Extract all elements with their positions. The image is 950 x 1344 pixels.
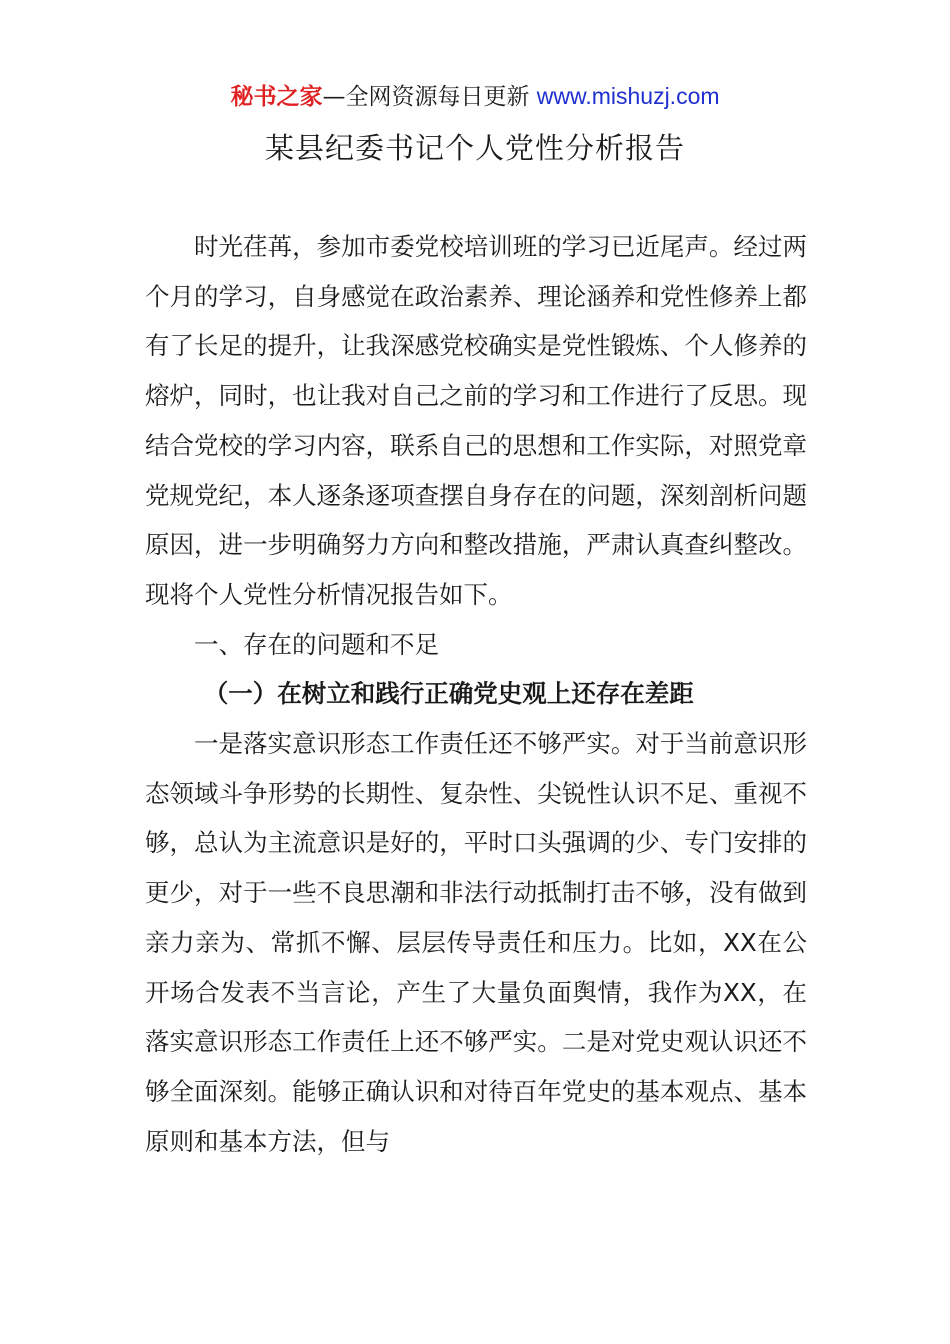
body-paragraph: 一是落实意识形态工作责任还不够严实。对于当前意识形态领域斗争形势的长期性、复杂性、尖锐性认识不足、重视不够，总认为主流意识是好的，平时口头强调的少、专门安排的更少，对于一些不良思潮和非法行动抵制打击不够，没有做到亲力亲为、常抓不懈、层层传导责任和压力。比如，XX在公开场合发表不当言论，产生了大量负面舆情，我作为XX，在落实意识形态工作责任上还不够严实。二是对党史观认识还不够全面深刻。能够正确认识和对待百年党史的基本观点、基本原则和基本方法，但与	[145, 729, 807, 1156]
document-body	[145, 222, 807, 1166]
subsection-heading: （一）在树立和践行正确党史观上还存在差距	[203, 679, 694, 709]
intro-paragraph: 时光荏苒，参加市委党校培训班的学习已近尾声。经过两个月的学习，自身感觉在政治素养、理论涵养和党性修养上都有了长足的提升，让我深感党校确实是党性锻炼、个人修养的熔炉，同时，也让我对自己之前的学习和工作进行了反思。现结合党校的学习内容，联系自己的思想和工作实际，对照党章党规党纪，本人逐条逐项查摆自身存在的问题，深刻剖析问题原因，进一步明确努力方向和整改措施，严肃认真查纠整改。现将个人党性分析情况报告如下。	[145, 232, 807, 609]
section-heading: 一、存在的问题和不足	[194, 629, 439, 659]
site-url-link[interactable]: www.mishuzj.com	[536, 83, 720, 109]
site-brand: 秘书之家	[230, 84, 323, 110]
site-header	[0, 80, 950, 113]
document-title: 某县纪委书记个人党性分析报告	[264, 131, 685, 165]
site-tagline: —全网资源每日更新	[322, 84, 537, 110]
